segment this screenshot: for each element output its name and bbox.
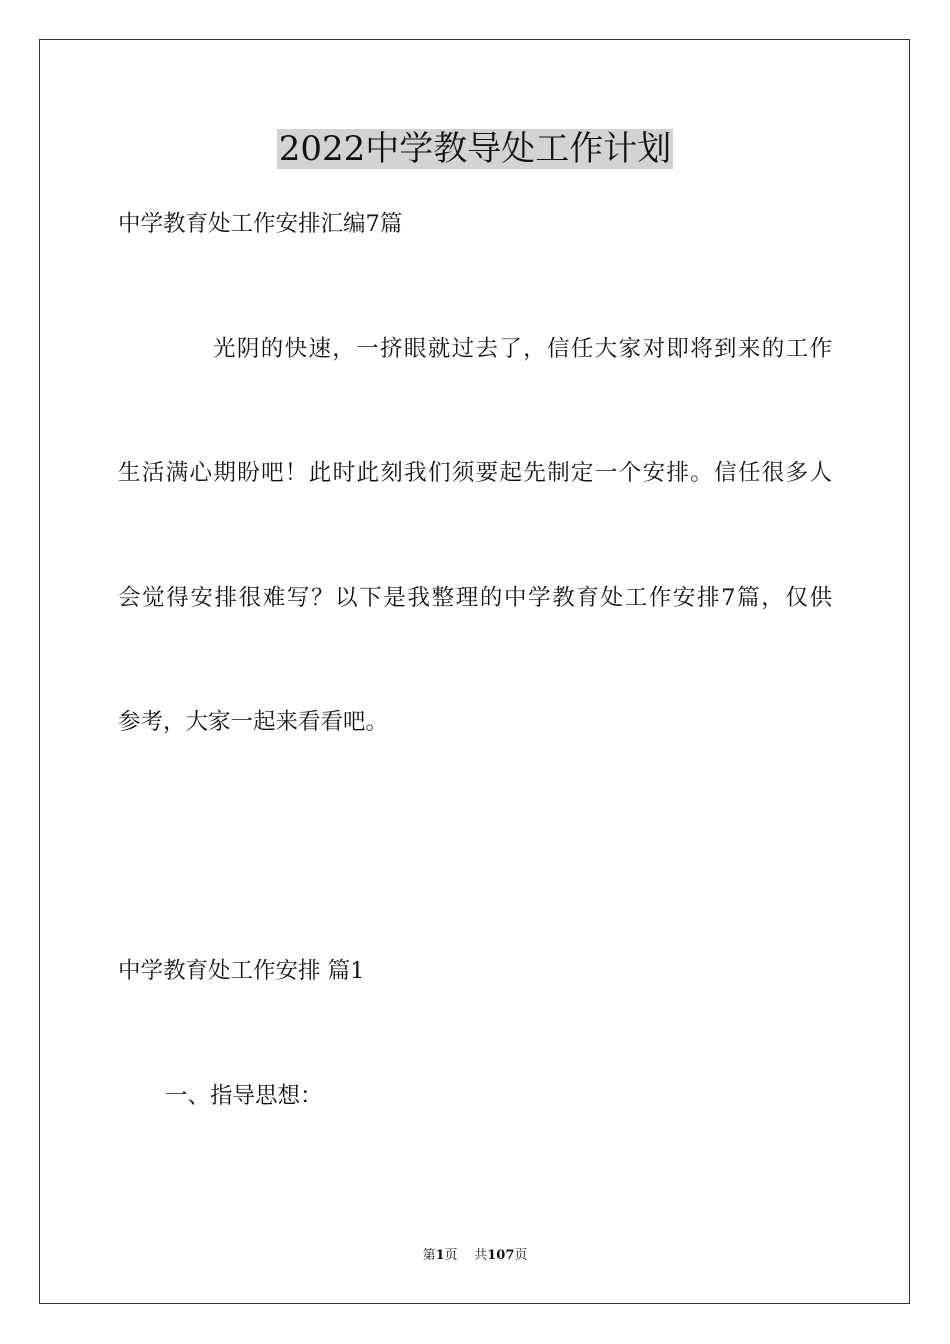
footer-page-suffix: 页: [444, 1248, 458, 1263]
section-heading: 中学教育处工作安排 篇1: [118, 958, 365, 984]
intro-line-4: 参考，大家一起来看看吧。: [118, 709, 389, 735]
page-footer: [0, 1247, 950, 1265]
intro-line-3: 会觉得安排很难写？以下是我整理的中学教育处工作安排7篇，仅供: [118, 585, 832, 611]
footer-page-number: 1: [435, 1248, 445, 1263]
footer-page-prefix: 第: [422, 1248, 436, 1263]
intro-line-1: 光阴的快速，一挤眼就过去了，信任大家对即将到来的工作: [213, 336, 832, 362]
subsection-heading: 一、指导思想：: [165, 1083, 323, 1109]
document-subtitle: 中学教育处工作安排汇编7篇: [118, 211, 403, 237]
document-title: [0, 127, 950, 171]
document-title-text: 2022中学教导处工作计划: [278, 129, 672, 169]
intro-line-2: 生活满心期盼吧！此时此刻我们须要起先制定一个安排。信任很多人: [118, 460, 832, 486]
footer-total-suffix: 页: [514, 1248, 528, 1263]
footer-total-pages: 107: [487, 1248, 515, 1263]
footer-total-prefix: 共: [474, 1248, 488, 1263]
